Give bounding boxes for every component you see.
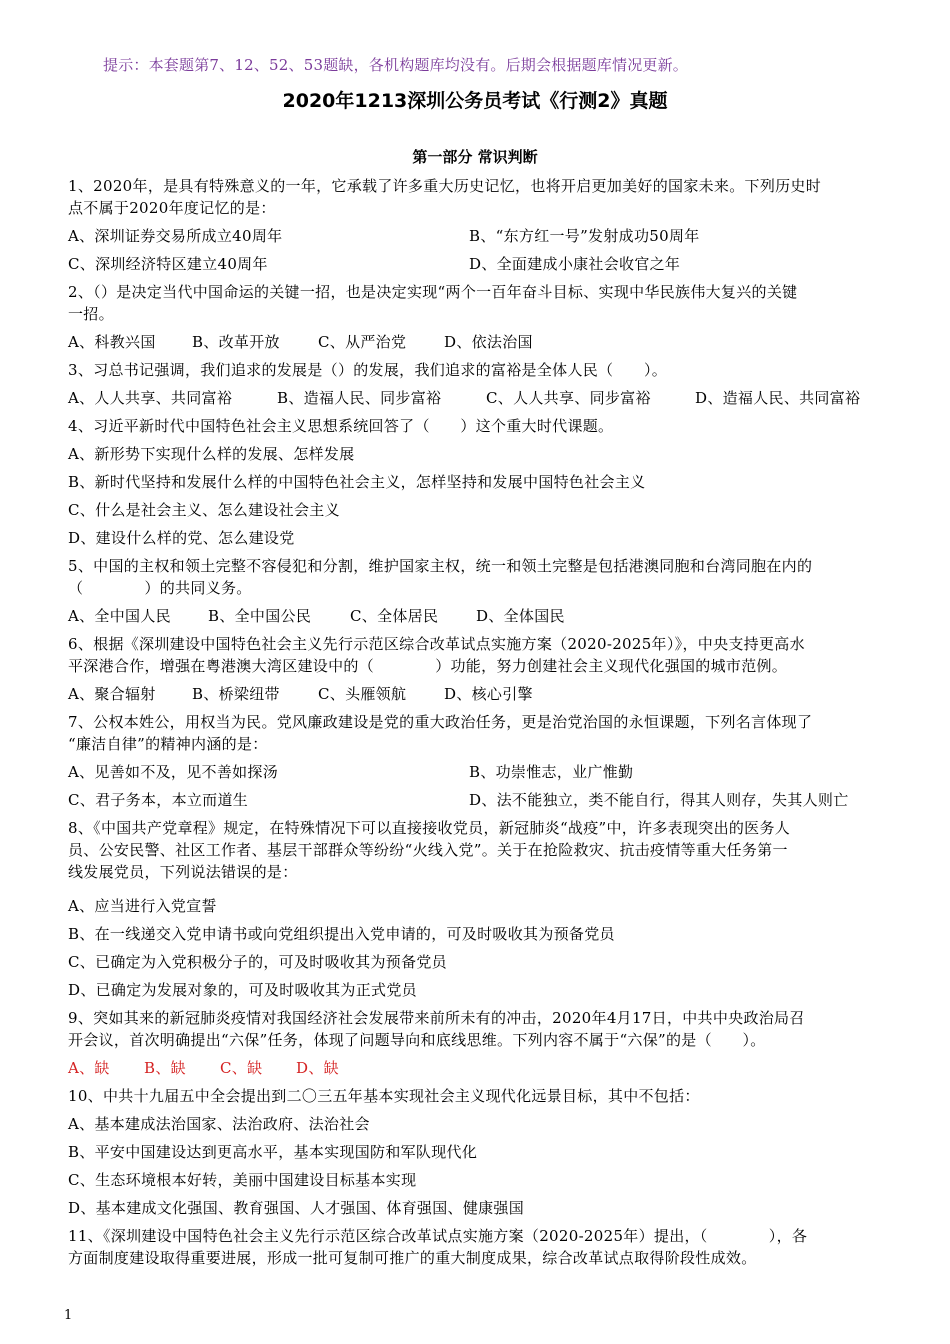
q9-stem-line2: 开会议，首次明确提出“六保”任务，体现了问题导向和底线思维。下列内容不属于“六保”的是（ ）。 (68, 1031, 766, 1049)
q10-option-a: A、基本建成法治国家、法治政府、法治社会 (68, 1115, 370, 1133)
q9-options (68, 1058, 339, 1078)
q2-option-c: C、从严治党 (318, 333, 407, 351)
q7-option-c: C、君子务本，本立而道生 (68, 791, 249, 809)
notice-text: 提示：本套题第7、12、52、53题缺，各机构题库均没有。后期会根据题库情况更新。 (103, 56, 689, 74)
q8-option-b: B、在一线递交入党申请书或向党组织提出入党申请的，可及时吸收其为预备党员 (68, 925, 615, 943)
q8-stem-line3: 线发展党员，下列说法错误的是： (68, 863, 298, 881)
q4-option-b: B、新时代坚持和发展什么样的中国特色社会主义，怎样坚持和发展中国特色社会主义 (68, 473, 646, 491)
q9-option-c: C、缺 (220, 1059, 263, 1077)
q11-stem-line2: 方面制度建设取得重要进展，形成一批可复制可推广的重大制度成果，综合改革试点取得阶段性成效。 (68, 1249, 757, 1267)
q10-stem-line1: 10、中共十九届五中全会提出到二〇三五年基本实现社会主义现代化远景目标，其中不包括： (68, 1087, 700, 1105)
q10-option-b: B、平安中国建设达到更高水平，基本实现国防和军队现代化 (68, 1143, 478, 1161)
q9-option-a: A、缺 (68, 1059, 110, 1077)
q5-option-a: A、全中国人民 (68, 607, 171, 625)
q6-option-d: D、核心引擎 (444, 685, 533, 703)
page-number: 1 (64, 1308, 73, 1323)
q1-option-b: B、“东方红一号”发射成功50周年 (469, 227, 700, 245)
q5-option-b: B、全中国公民 (208, 607, 312, 625)
q2-option-d: D、依法治国 (444, 333, 533, 351)
q8-stem-line2: 员、公安民警、社区工作者、基层干部群众等纷纷“火线入党”。关于在抢险救灾、抗击疫情等重大任务第一 (68, 841, 788, 859)
q8-option-d: D、已确定为发展对象的，可及时吸收其为正式党员 (68, 981, 417, 999)
q6-stem-line2: 平深港合作，增强在粤港澳大湾区建设中的（ ）功能，努力创建社会主义现代化强国的城市范例。 (68, 657, 788, 675)
q6-stem-line1: 6、根据《深圳建设中国特色社会主义先行示范区综合改革试点实施方案（2020-2025年）》，中央支持更高水 (68, 635, 805, 653)
q5-option-c: C、全体居民 (350, 607, 439, 625)
q1-option-d: D、全面建成小康社会收官之年 (469, 255, 681, 273)
q4-option-d: D、建设什么样的党、怎么建设党 (68, 529, 295, 547)
q10-option-c: C、生态环境根本好转，美丽中国建设目标基本实现 (68, 1171, 417, 1189)
q8-option-a: A、应当进行入党宣誓 (68, 897, 217, 915)
q6-options (68, 684, 533, 704)
q8-option-c: C、已确定为入党积极分子的，可及时吸收其为预备党员 (68, 953, 447, 971)
q5-options (68, 606, 565, 626)
q2-option-b: B、改革开放 (192, 333, 280, 351)
q1-option-a: A、深圳证券交易所成立40周年 (68, 227, 283, 245)
q5-option-d: D、全体国民 (476, 607, 565, 625)
q3-option-a: A、人人共享、共同富裕 (68, 389, 233, 407)
q7-option-a: A、见善如不及，见不善如探汤 (68, 763, 279, 781)
q10-option-d: D、基本建成文化强国、教育强国、人才强国、体育强国、健康强国 (68, 1199, 525, 1217)
q7-stem-line2: “廉洁自律”的精神内涵的是： (68, 735, 268, 753)
section-heading: 第一部分 常识判断 (412, 148, 538, 166)
q4-option-c: C、什么是社会主义、怎么建设社会主义 (68, 501, 340, 519)
page-title: 2020年1213深圳公务员考试《行测2》真题 (282, 90, 668, 112)
q9-option-d: D、缺 (296, 1059, 339, 1077)
q1-stem-line1: 1、2020年，是具有特殊意义的一年，它承载了许多重大历史记忆，也将开启更加美好的国家未来。下列历史时 (68, 177, 822, 195)
q5-stem-line2: （ ）的共同义务。 (68, 579, 252, 597)
q7-option-b: B、功崇惟志，业广惟勤 (469, 763, 634, 781)
q1-option-c: C、深圳经济特区建立40周年 (68, 255, 268, 273)
q3-option-d: D、造福人民、共同富裕 (695, 389, 861, 407)
q9-stem-line1: 9、突如其来的新冠肺炎疫情对我国经济社会发展带来前所未有的冲击，2020年4月17日，中共中央政治局召 (68, 1009, 805, 1027)
q6-option-b: B、桥梁纽带 (192, 685, 280, 703)
q7-stem-line1: 7、公权本姓公，用权当为民。党风廉政建设是党的重大政治任务，更是治党治国的永恒课题，下列名言体现了 (68, 713, 813, 731)
q3-option-c: C、人人共享、同步富裕 (486, 389, 651, 407)
q3-stem-line1: 3、习总书记强调，我们追求的发展是（）的发展，我们追求的富裕是全体人民（ ）。 (68, 361, 668, 379)
q2-stem-line1: 2、（）是决定当代中国命运的关键一招，也是决定实现“两个一百年奋斗目标、实现中华民族伟大复兴的关键 (68, 283, 798, 301)
q3-option-b: B、造福人民、同步富裕 (277, 389, 442, 407)
q4-option-a: A、新形势下实现什么样的发展、怎样发展 (68, 445, 355, 463)
q8-stem-line1: 8、《中国共产党章程》规定，在特殊情况下可以直接接收党员，新冠肺炎“战疫”中，许多表现突出的医务人 (68, 819, 791, 837)
q2-options (68, 332, 533, 352)
q6-option-c: C、头雁领航 (318, 685, 407, 703)
q2-stem-line2: 一招。 (68, 305, 114, 323)
q6-option-a: A、聚合辐射 (68, 685, 156, 703)
q2-option-a: A、科教兴国 (68, 333, 156, 351)
q7-option-d: D、法不能独立，类不能自行，得其人则存，失其人则亡 (469, 791, 849, 809)
q3-options (68, 388, 860, 408)
q11-stem-line1: 11、《深圳建设中国特色社会主义先行示范区综合改革试点实施方案（2020-2025年）提出，（ ），各 (68, 1227, 808, 1245)
q5-stem-line1: 5、中国的主权和领土完整不容侵犯和分割，维护国家主权，统一和领土完整是包括港澳同胞和台湾同胞在内的 (68, 557, 813, 575)
q1-stem-line2: 点不属于2020年度记忆的是： (68, 199, 276, 217)
q4-stem-line1: 4、习近平新时代中国特色社会主义思想系统回答了（ ）这个重大时代课题。 (68, 417, 614, 435)
q9-option-b: B、缺 (144, 1059, 186, 1077)
